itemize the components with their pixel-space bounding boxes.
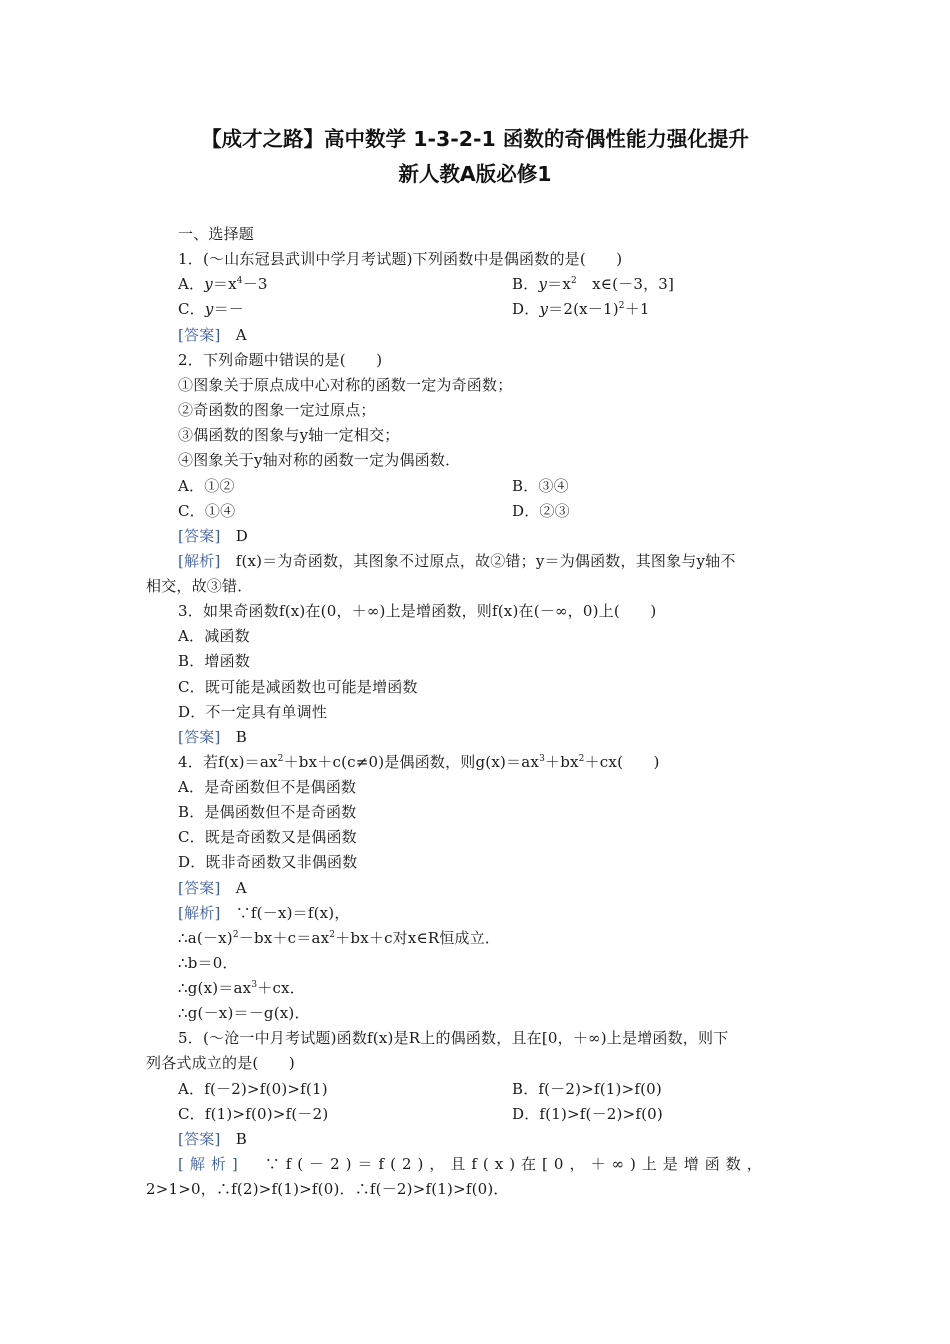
- q5-stem-line1: 5．(～沧一中月考试题)函数f(x)是R上的偶函数，且在[0，＋∞)上是增函数，则下: [178, 1029, 729, 1047]
- q3-option-b: B．增函数: [178, 652, 251, 670]
- q2-statement-2: ②奇函数的图象一定过原点；: [178, 401, 376, 419]
- q1-option-c: C．y＝－: [178, 300, 244, 318]
- document-subtitle: 新人教A版必修1: [398, 162, 552, 186]
- q1-option-a: A．$y=x^4-3$: [178, 275, 268, 293]
- q4-option-d: D．既非奇函数又非偶函数: [178, 853, 358, 871]
- q1-option-d: D．$y=2(x-1)^2+1$: [512, 300, 650, 318]
- document-title: 【成才之路】高中数学 1-3-2-1 函数的奇偶性能力强化提升: [201, 127, 749, 151]
- q3-answer: [答案] B: [178, 728, 247, 746]
- q5-option-a: A．f(－2)>f(0)>f(1): [178, 1080, 328, 1098]
- q3-option-c: C．既可能是减函数也可能是增函数: [178, 678, 418, 696]
- q5-option-b: B．f(－2)>f(1)>f(0): [512, 1080, 662, 1098]
- q1-stem: 1．(～山东冠县武训中学月考试题)下列函数中是偶函数的是( ): [178, 250, 623, 268]
- q4-analysis-line4: $\therefore g(x)=ax^3+cx$．: [178, 979, 305, 997]
- q4-analysis-line3: ∴b＝0．: [178, 954, 238, 972]
- q2-option-b: B．③④: [512, 477, 569, 495]
- q2-analysis-line1: [解析] f(x)＝为奇函数，其图象不过原点，故②错；y＝为偶函数，其图象与y轴不: [178, 552, 736, 570]
- q3-option-a: A．减函数: [178, 627, 250, 645]
- q2-statement-1: ①图象关于原点成中心对称的函数一定为奇函数；: [178, 376, 513, 394]
- q5-analysis-line2: 2>1>0，∴f(2)>f(1)>f(0)．∴f(－2)>f(1)>f(0)．: [146, 1180, 509, 1198]
- q3-option-d: D．不一定具有单调性: [178, 703, 328, 721]
- q4-analysis-line1: [解析] ∵f(－x)＝f(x)，: [178, 904, 350, 922]
- q2-statement-4: ④图象关于y轴对称的函数一定为偶函数．: [178, 451, 461, 469]
- q4-option-c: C．既是奇函数又是偶函数: [178, 828, 357, 846]
- q1-option-b: B．$y=x^2$ x∈(－3，3]: [512, 275, 675, 293]
- section-heading: 一、选择题: [178, 225, 255, 243]
- q1-answer: [答案] A: [178, 326, 247, 344]
- q2-option-c: C．①④: [178, 502, 236, 520]
- q2-option-d: D．②③: [512, 502, 570, 520]
- q5-option-c: C．f(1)>f(0)>f(－2): [178, 1105, 329, 1123]
- q2-statement-3: ③偶函数的图象与y轴一定相交；: [178, 426, 400, 444]
- q4-option-a: A．是奇函数但不是偶函数: [178, 778, 357, 796]
- q3-stem: 3．如果奇函数f(x)在(0，＋∞)上是增函数，则f(x)在(－∞，0)上( ): [178, 602, 657, 620]
- q5-analysis-line1: [解析] ∵f(－2)＝f(2)，且f(x)在[0，＋∞)上是增函数，: [178, 1155, 768, 1173]
- q2-answer: [答案] D: [178, 527, 248, 545]
- q2-option-a: A．①②: [178, 477, 235, 495]
- q5-option-d: D．f(1)>f(－2)>f(0): [512, 1105, 663, 1123]
- q4-analysis-line2: $\therefore a(-x)^2-bx+c=ax^2+bx+c$对x∈R恒成立．: [178, 929, 501, 947]
- q2-analysis-line2: 相交，故③错．: [146, 577, 253, 595]
- q4-analysis-line5: ∴g(－x)＝－g(x)．: [178, 1004, 310, 1022]
- q2-stem: 2．下列命题中错误的是( ): [178, 351, 383, 369]
- q4-stem: 4．若$f(x)=ax^2+bx+c(c\ne 0)$是偶函数，则$g(x)=ax^3+bx^2+cx$( ): [178, 753, 660, 771]
- q5-answer: [答案] B: [178, 1130, 247, 1148]
- q4-option-b: B．是偶函数但不是奇函数: [178, 803, 357, 821]
- q4-answer: [答案] A: [178, 879, 247, 897]
- q5-stem-line2: 列各式成立的是( ): [146, 1054, 295, 1072]
